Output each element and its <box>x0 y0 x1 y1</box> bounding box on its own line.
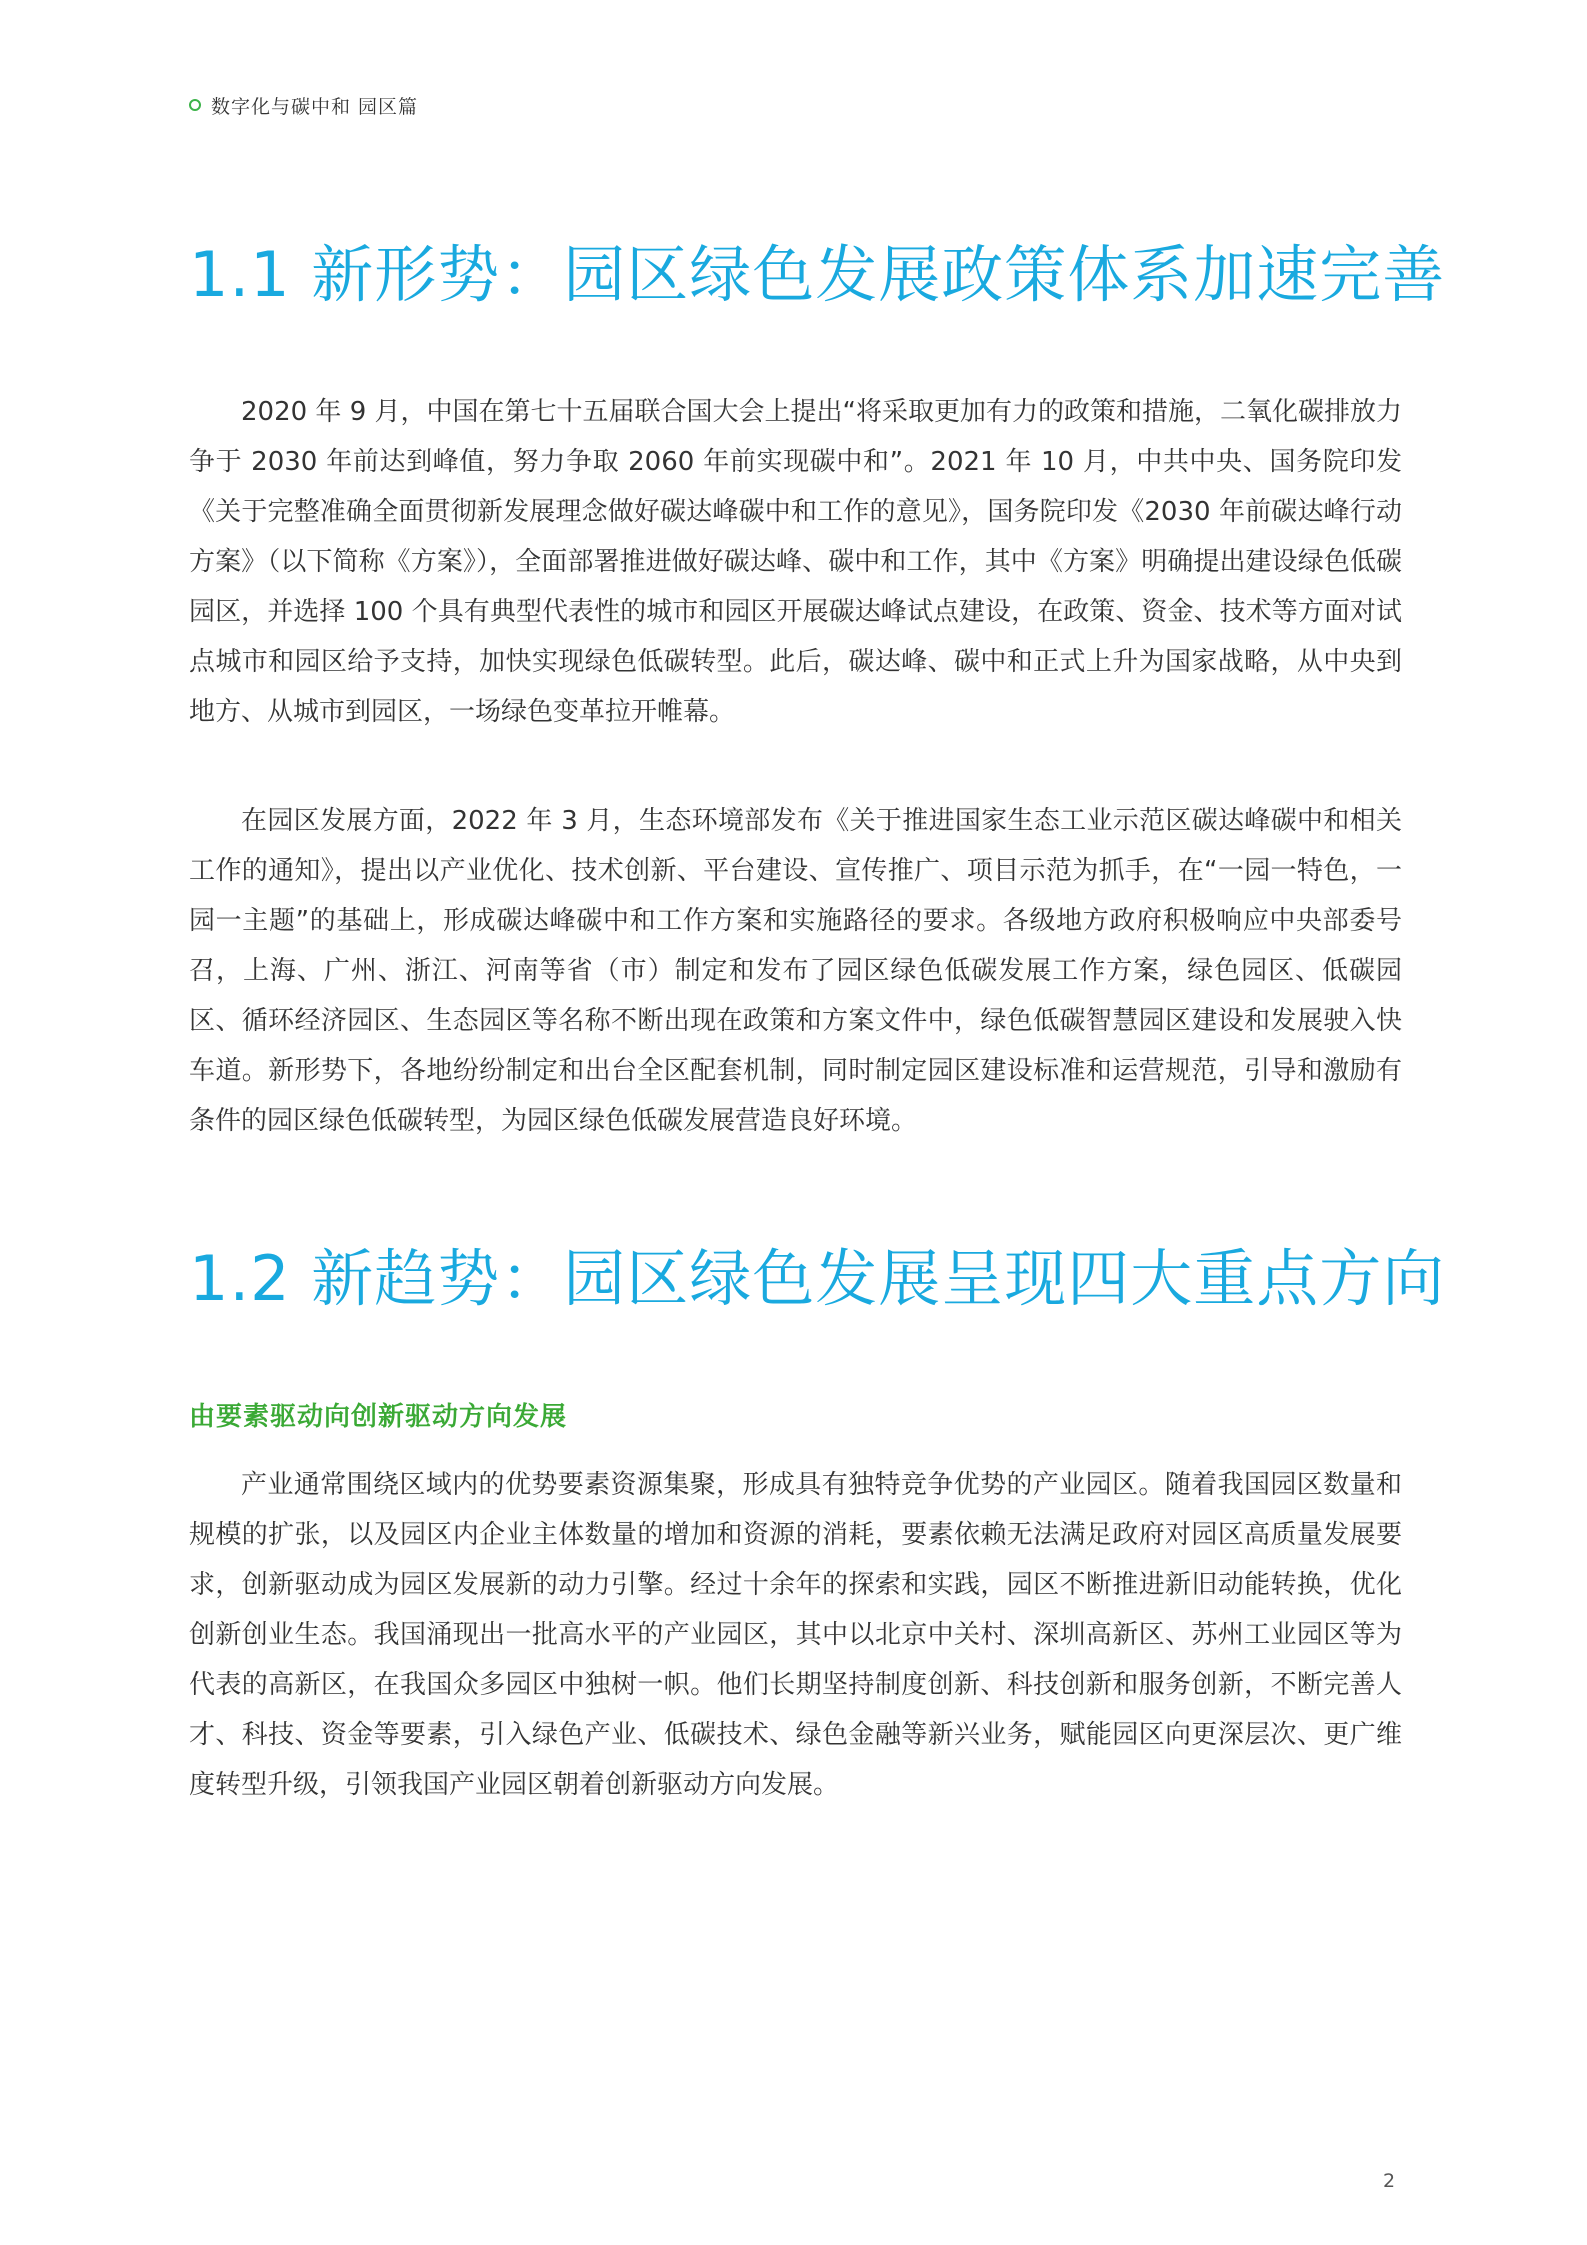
section-title-1-1: 1.1 新形势：园区绿色发展政策体系加速完善 <box>189 238 1446 311</box>
section-1-2-paragraph-1: 产业通常围绕区域内的优势要素资源集聚，形成具有独特竞争优势的产业园区。随着我国园区数量和规模的扩张，以及园区内企业主体数量的增加和资源的消耗，要素依赖无法满足政府对园区高质量发展要求，创新驱动成为园区发展新的动力引擎。经过十余年的探索和实践，园区不断推进新旧动能转换，优化创新创业生态。我国涌现出一批高水平的产业园区，其中以北京中关村、深圳高新区、苏州工业园区等为代表的高新区，在我国众多园区中独树一帜。他们长期坚持制度创新、科技创新和服务创新，不断完善人才、科技、资金等要素，引入绿色产业、低碳技术、绿色金融等新兴业务，赋能园区向更深层次、更广维度转型升级，引领我国产业园区朝着创新驱动方向发展。 <box>189 1470 1402 1800</box>
running-header-text: 数字化与碳中和 园区篇 <box>211 95 419 118</box>
section-1-1-paragraph-2: 在园区发展方面，2022 年 3 月，生态环境部发布《关于推进国家生态工业示范区碳达峰碳中和相关工作的通知》，提出以产业优化、技术创新、平台建设、宣传推广、项目示范为抓手，在“一园一特色，一园一主题”的基础上，形成碳达峰碳中和工作方案和实施路径的要求。各级地方政府积极响应中央部委号召，上海、广州、浙江、河南等省（市）制定和发布了园区绿色低碳发展工作方案，绿色园区、低碳园区、循环经济园区、生态园区等名称不断出现在政策和方案文件中，绿色低碳智慧园区建设和发展驶入快车道。新形势下，各地纷纷制定和出台全区配套机制，同时制定园区建设标准和运营规范，引导和激励有条件的园区绿色低碳转型，为园区绿色低碳发展营造良好环境。 <box>189 806 1402 1136</box>
page-number: 2 <box>1383 2170 1396 2192</box>
section-1-2-subheading: 由要素驱动向创新驱动方向发展 <box>189 1402 568 1432</box>
section-1-1-paragraph-1: 2020 年 9 月，中国在第七十五届联合国大会上提出“将采取更加有力的政策和措施，二氧化碳排放力争于 2030 年前达到峰值，努力争取 2060 年前实现碳中和”。2021 年 10 月，中共中央、国务院印发《关于完整准确全面贯彻新发展理念做好碳达峰碳中和工作的意见》，国务院印发《2030 年前碳达峰行动方案》（以下简称《方案》），全面部署推进做好碳达峰、碳中和工作，其中《方案》明确提出建设绿色低碳园区，并选择 100 个具有典型代表性的城市和园区开展碳达峰试点建设，在政策、资金、技术等方面对试点城市和园区给予支持，加快实现绿色低碳转型。此后，碳达峰、碳中和正式上升为国家战略，从中央到地方、从城市到园区，一场绿色变革拉开帷幕。 <box>189 397 1402 727</box>
section-title-1-2: 1.2 新趋势：园区绿色发展呈现四大重点方向 <box>189 1242 1446 1315</box>
circle-outline-icon <box>189 99 201 111</box>
running-header <box>189 90 418 120</box>
